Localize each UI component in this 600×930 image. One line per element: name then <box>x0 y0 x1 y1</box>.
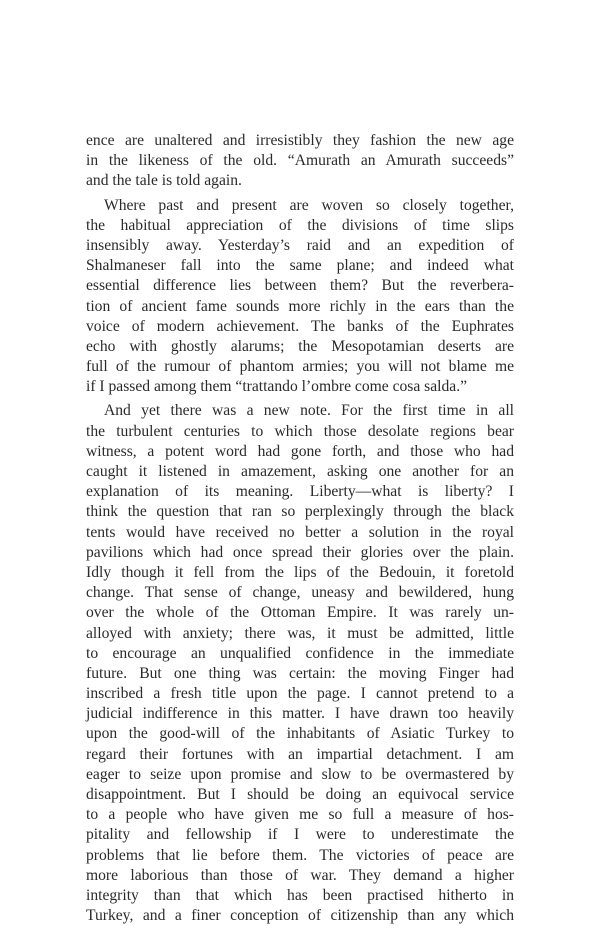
text-line: upon the good-will of the inhabitants of Asiatic Turkey to <box>86 725 514 743</box>
text-line: tion of ancient fame sounds more richly in the ears than the <box>86 297 514 315</box>
paragraph <box>86 401 514 926</box>
text-line: to encourage an unqualified confidence in the immediate <box>86 644 514 662</box>
text-line: ence are unaltered and irresistibly they fashion the new age <box>86 132 514 149</box>
text-line: change. That sense of change, uneasy and bewildered, hung <box>86 584 514 602</box>
text-line: over the whole of the Ottoman Empire. It was rarely un- <box>86 604 514 622</box>
text-line: explanation of its meaning. Liberty—what is liberty? I <box>86 483 514 501</box>
text-line: in the likeness of the old. “Amurath an Amurath succeeds” <box>86 152 514 170</box>
text-line: integrity than that which has been practised hitherto in <box>86 886 514 904</box>
text-line: the turbulent centuries to which those desolate regions bear <box>86 422 514 440</box>
text-line: regard their fortunes with an impartial detachment. I am <box>86 745 514 763</box>
text-line: inscribed a fresh title upon the page. I cannot pretend to a <box>86 685 514 703</box>
text-line: caught it listened in amazement, asking one another for an <box>86 463 514 480</box>
text-line: insensibly away. Yesterday’s raid and an expedition of <box>86 236 514 254</box>
text-line: alloyed with anxiety; there was, it must be admitted, little <box>86 624 514 642</box>
paragraph <box>86 196 514 398</box>
text-line: to a people who have given me so full a measure of hos- <box>86 806 514 824</box>
text-line: and the tale is told again. <box>86 172 242 190</box>
text-line: future. But one thing was certain: the moving Finger had <box>86 664 514 682</box>
text-line: problems that lie before them. The victories of peace are <box>86 846 514 864</box>
body-text <box>86 131 514 930</box>
text-line: And yet there was a new note. For the first time in all <box>104 402 514 420</box>
text-line: witness, a potent word had gone forth, and those who had <box>86 442 514 460</box>
text-line: if I passed among them “trattando l’ombre come cosa salda.” <box>86 378 468 396</box>
text-line: Idly though it fell from the lips of the Bedouin, it foretold <box>86 563 514 581</box>
text-line: Where past and present are woven so closely together, <box>104 196 514 214</box>
text-line: voice of modern achievement. The banks of the Euphrates <box>86 317 514 335</box>
text-line: Shalmaneser fall into the same plane; and indeed what <box>86 257 514 275</box>
text-line: judicial indifference in this matter. I have drawn too heavily <box>86 705 514 723</box>
paragraph <box>86 131 514 192</box>
text-line: pitality and fellowship if I were to underestimate the <box>86 826 514 844</box>
text-line: echo with ghostly alarums; the Mesopotamian deserts are <box>86 337 514 355</box>
text-line: essential difference lies between them? But the reverbera- <box>86 277 514 295</box>
text-line: more laborious than those of war. They demand a higher <box>86 866 514 884</box>
text-line: eager to seize upon promise and slow to be overmastered by <box>86 765 514 783</box>
text-line: tents would have received no better a solution in the royal <box>86 523 514 541</box>
text-line: the habitual appreciation of the divisions of time slips <box>86 216 514 234</box>
text-line: Turkey, and a finer conception of citizenship than any which <box>86 907 514 925</box>
text-line: pavilions which had once spread their glories over the plain. <box>86 543 514 561</box>
text-line: disappointment. But I should be doing an equivocal service <box>86 786 514 803</box>
text-line: full of the rumour of phantom armies; you will not blame me <box>86 358 514 376</box>
text-line: think the question that ran so perplexingly through the black <box>86 503 514 521</box>
